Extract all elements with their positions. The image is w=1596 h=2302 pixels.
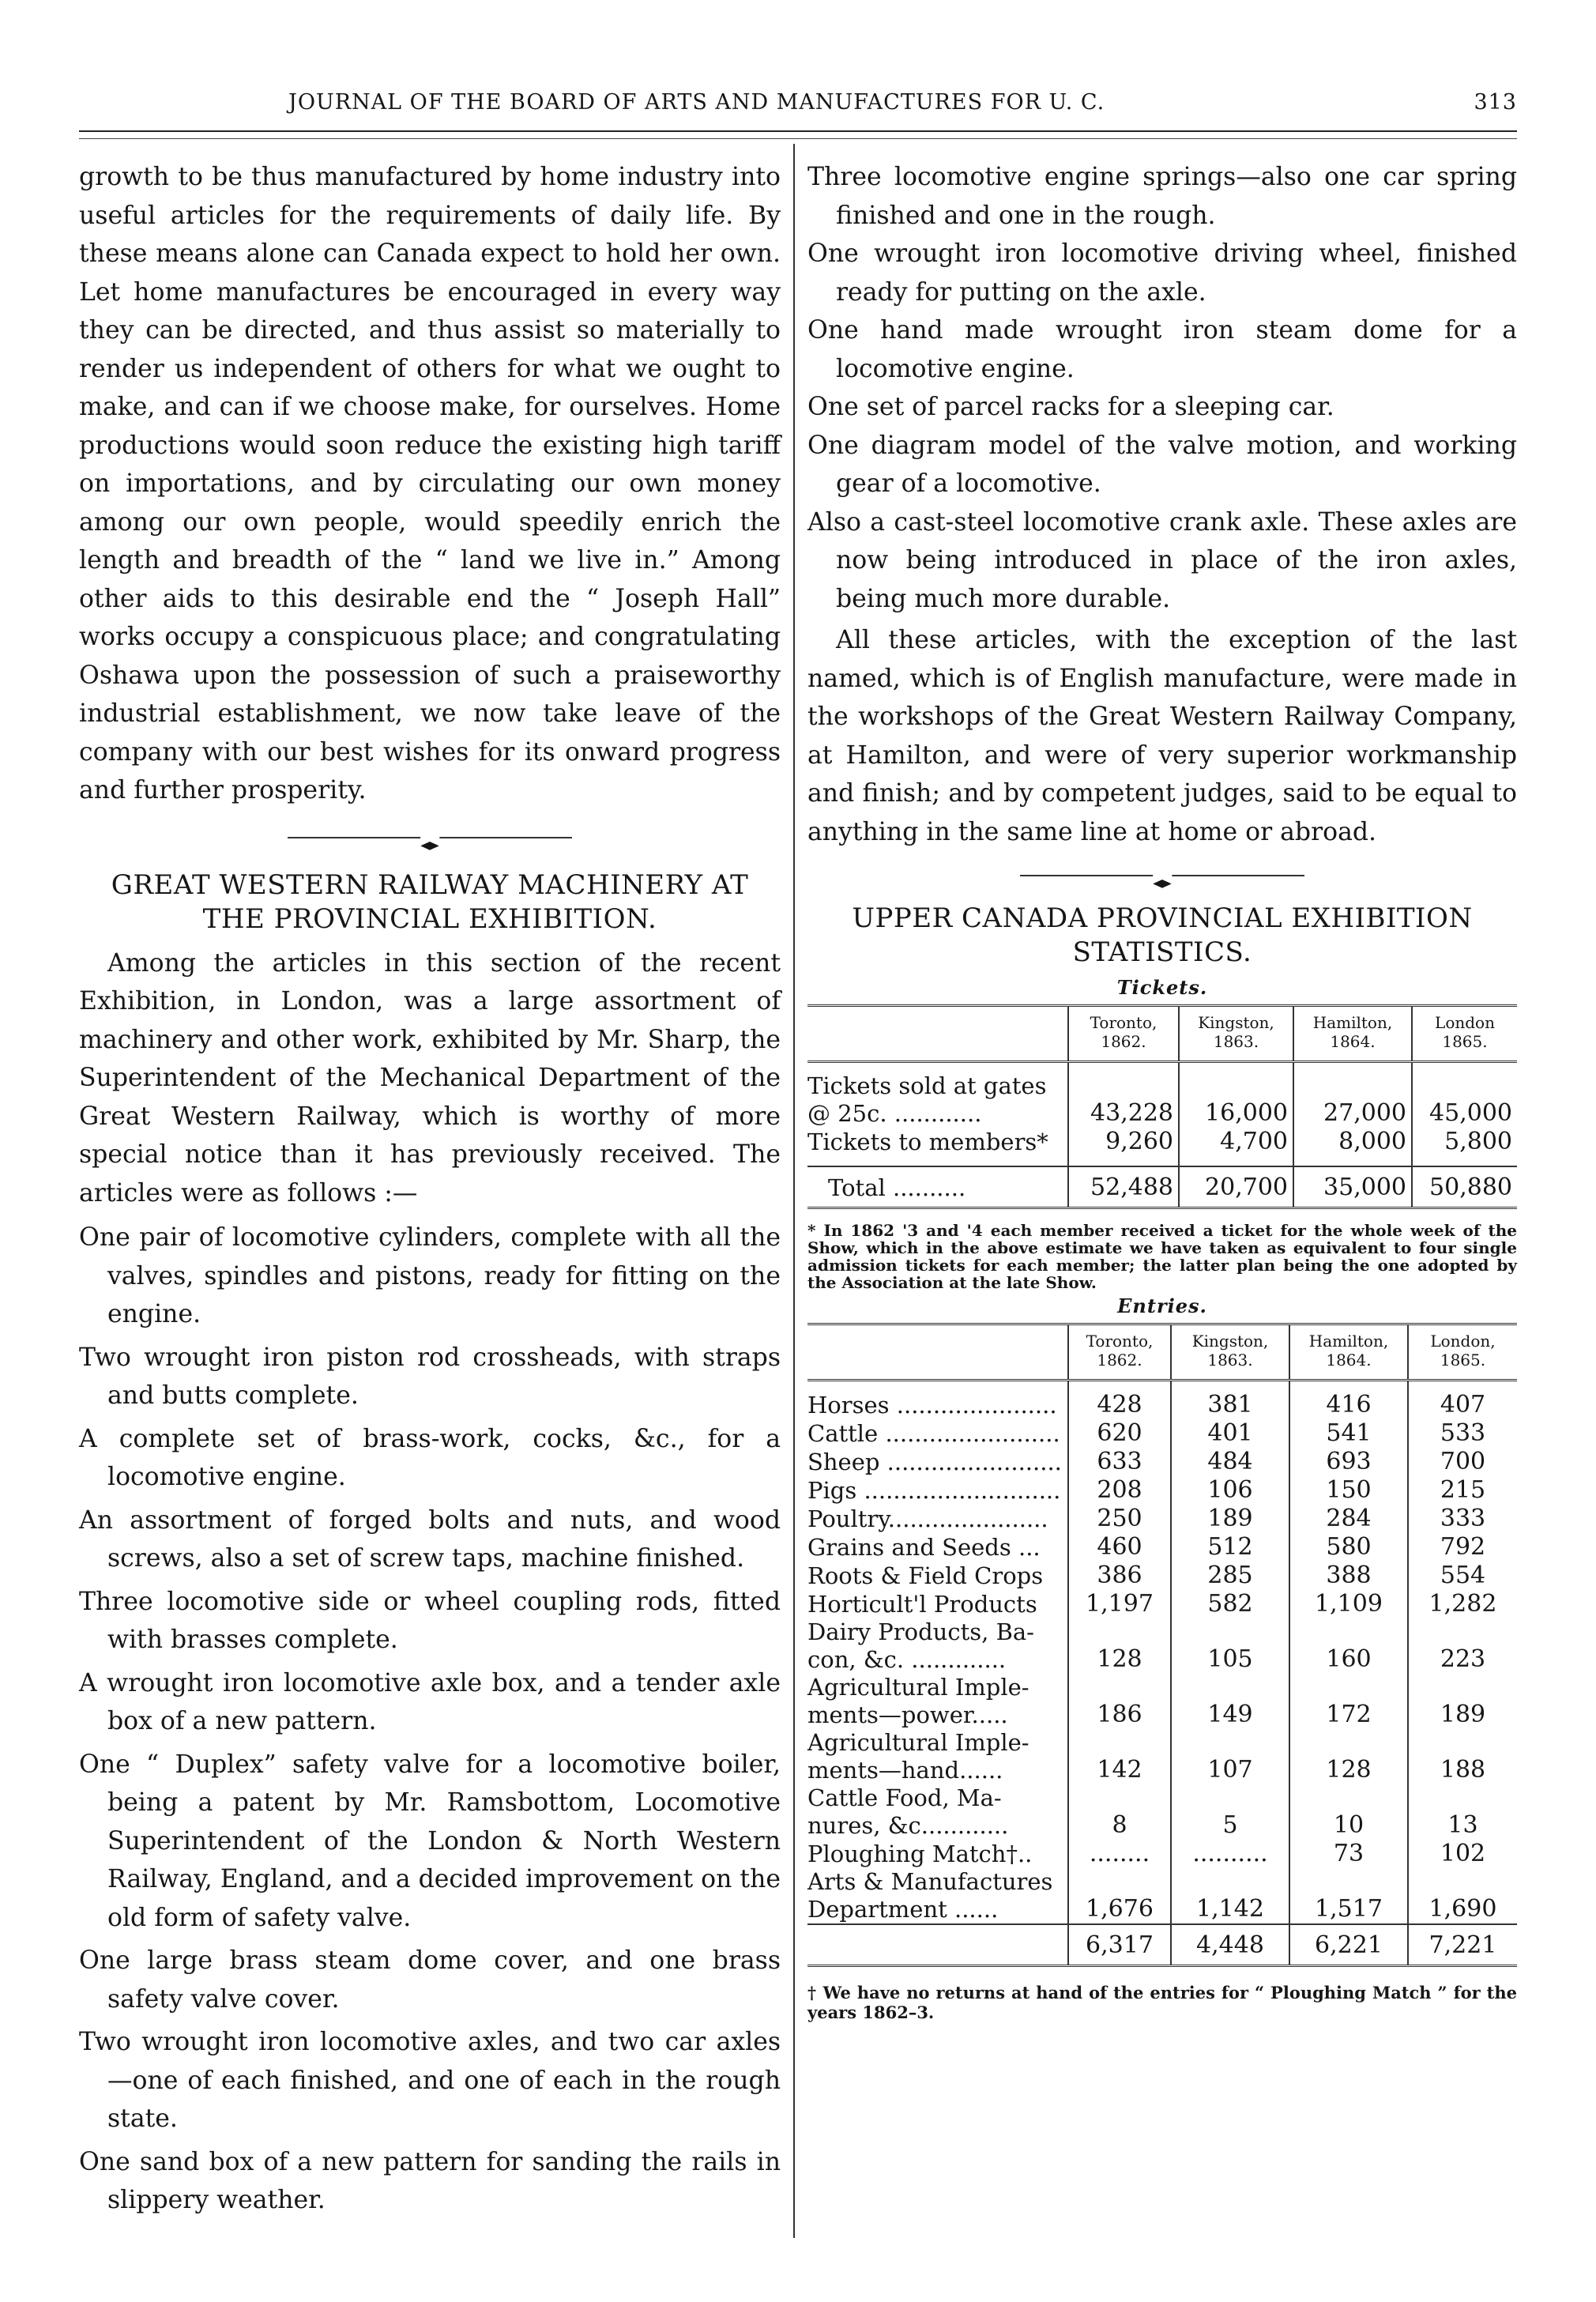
list-item: An assortment of forged bolts and nuts, and wood screws, also a set of screw taps, machine finished. [79,1505,781,1573]
row-label: Horticult'l Products [807,1591,1037,1618]
list-item: One wrought iron locomotive driving wheel, finished ready for putting on the axle. [807,239,1517,307]
row-label: Pigs ........................... [807,1477,1061,1504]
table-cell: 250 [1068,1505,1171,1533]
table-cell: 554 [1408,1562,1517,1590]
column-header: Toronto, 1862. [1068,1007,1179,1062]
table-row [807,1072,1517,1128]
row-label: Agricultural Imple- ments—hand...... [807,1729,1029,1784]
row-label: Ploughing Match†.. [807,1840,1033,1867]
list-item: One hand made wrought iron steam dome for a locomotive engine. [807,316,1517,383]
left-column [79,158,781,2225]
section-separator [288,837,572,838]
table-cell: 407 [1408,1391,1517,1419]
list-item: Also a cast-steel locomotive crank axle. These axles are now being introduced in place of the iron axles, being much more durable. [807,507,1517,613]
total-row [807,1166,1517,1207]
table-cell: 43,228 [1068,1072,1179,1128]
table-cell: 388 [1289,1562,1408,1590]
journal-title: JOURNAL OF THE BOARD OF ARTS AND MANUFACTURES FOR U. C. [288,90,1105,115]
row-label: Tickets to members* [807,1128,1048,1155]
table-cell: 106 [1171,1476,1289,1505]
table-cell: 633 [1068,1448,1171,1476]
section-separator [1020,875,1304,876]
table-cell: 160 [1289,1618,1408,1674]
table-cell: 208 [1068,1476,1171,1505]
table-cell: 10 [1289,1784,1408,1840]
table-cell: 172 [1289,1674,1408,1729]
table-cell: 285 [1171,1562,1289,1590]
table-cell: 142 [1068,1729,1171,1784]
row-label: Cattle ........................ [807,1420,1060,1447]
list-item: One set of parcel racks for a sleeping car. [807,393,1334,421]
table-cell: 6,221 [1289,1924,1408,1965]
row-label: Cattle Food, Ma- nures, &c............ [807,1784,1009,1839]
row-label: Agricultural Imple- ments—power..... [807,1674,1029,1728]
column-header: London 1865. [1412,1007,1517,1062]
section-intro: Among the articles in this section of the recent Exhibition, in London, was a large assortment of machinery and other work, exhibited by Mr. Sharp, the Superintendent of the Mechanical Department of the Great Western Railway, which is worthy of more special notice than it has previously received. The articles were as follows :— [79,948,781,1208]
table-cell: 333 [1408,1505,1517,1533]
column-divider [793,144,795,2238]
table-cell: 52,488 [1068,1166,1179,1207]
list-item: Three locomotive side or wheel coupling rods, fitted with brasses complete. [79,1587,781,1654]
row-label: Total .......... [807,1166,1068,1207]
table-row [807,1618,1517,1674]
table-cell: 541 [1289,1419,1408,1448]
table-row [807,1562,1517,1590]
table-cell: .......... [1171,1840,1289,1868]
row-label: Poultry...................... [807,1505,1048,1532]
list-item: Two wrought iron piston rod crossheads, with straps and butts complete. [79,1343,781,1410]
table-cell: 16,000 [1179,1072,1293,1128]
row-header-blank [807,1007,1068,1062]
table-cell: 416 [1289,1391,1408,1419]
tickets-footnote: * In 1862 '3 and '4 each member received a ticket for the whole week of the Show, which in the above estimate we have taken as equivalent to four single admission tickets for each member; the latter plan being the one adopted by the Association at the late Show. [807,1221,1517,1292]
table-cell: 700 [1408,1448,1517,1476]
table-cell: 582 [1171,1590,1289,1618]
table-cell: 6,317 [1068,1924,1171,1965]
list-item: Three locomotive engine springs—also one car spring finished and one in the rough. [807,163,1517,230]
tickets-header-row [807,1007,1517,1062]
table-cell: 1,282 [1408,1590,1517,1618]
table-cell: 580 [1289,1533,1408,1562]
column-header: Toronto, 1862. [1068,1325,1171,1381]
table-cell: 693 [1289,1448,1408,1476]
table-cell: 484 [1171,1448,1289,1476]
table-cell: ........ [1068,1840,1171,1868]
tickets-table-wrap [807,1004,1517,1207]
section-heading: GREAT WESTERN RAILWAY MACHINERY AT THE PROVINCIAL EXHIBITION. [111,868,749,935]
table-cell: 1,109 [1289,1590,1408,1618]
table-cell: 186 [1068,1674,1171,1729]
table-cell: 428 [1068,1391,1171,1419]
list-item: Two wrought iron locomotive axles, and two car axles—one of each finished, and one of each in the rough state. [79,2028,781,2133]
intro-paragraph: growth to be thus manufactured by home industry into useful articles for the requirements of daily life. By these means alone can Canada expect to hold her own. Let home manufactures be encouraged in every way they can be directed, and thus assist so materially to render us independent of others for what we ought to make, and can if we choose make, for ourselves. Home productions would soon reduce the existing high tariff on importations, and by circulating our own money among our own people, would speedily enrich the length and breadth of the “ land we live in.” Among other aids to this desirable end the “ Joseph Hall” works occupy a conspicuous place; and congratulating Oshawa upon the possession of such a praiseworthy industrial establishment, we now take leave of the company with our best wishes for its onward progress and further prosperity. [79,163,781,804]
entries-table-wrap [807,1323,1517,1965]
row-label: Sheep ........................ [807,1449,1062,1475]
table-cell: 150 [1289,1476,1408,1505]
entries-body [807,1391,1517,1965]
table-cell: 512 [1171,1533,1289,1562]
list-item: One pair of locomotive cylinders, complete with all the valves, spindles and pistons, ready for fitting on the engine. [79,1223,781,1328]
table-cell: 1,142 [1171,1868,1289,1924]
row-label: Roots & Field Crops [807,1562,1044,1589]
table-cell: 105 [1171,1618,1289,1674]
list-item: One large brass steam dome cover, and one brass safety valve cover. [79,1946,781,2014]
table-cell: 792 [1408,1533,1517,1562]
table-cell: 128 [1289,1729,1408,1784]
table-cell: 223 [1408,1618,1517,1674]
list-item: A wrought iron locomotive axle box, and a tender axle box of a new pattern. [79,1668,781,1735]
table-cell: 27,000 [1293,1072,1412,1128]
table-cell: 107 [1171,1729,1289,1784]
table-row [807,1505,1517,1533]
table-row [807,1840,1517,1868]
table-cell: 13 [1408,1784,1517,1840]
total-row [807,1924,1517,1965]
table-cell: 20,700 [1179,1166,1293,1207]
list-item: One “ Duplex” safety valve for a locomotive boiler, being a patent by Mr. Ramsbottom, Locomotive Superintendent of the London & North Western Railway, England, and a decided improvement on the old form of safety valve. [79,1750,781,1932]
running-header [79,85,1517,125]
table-cell: 284 [1289,1505,1408,1533]
table-row [807,1391,1517,1419]
tickets-table [807,1007,1517,1207]
table-cell: 9,260 [1068,1128,1179,1156]
table-cell: 533 [1408,1419,1517,1448]
table-row [807,1419,1517,1448]
table-cell: 50,880 [1412,1166,1517,1207]
row-header-blank [807,1325,1068,1381]
tickets-caption: Tickets. [1116,976,1208,999]
table-row [807,1868,1517,1924]
statistics-heading: UPPER CANADA PROVINCIAL EXHIBITION STATISTICS. [852,902,1473,968]
entries-table [807,1325,1517,1391]
table-row [807,1533,1517,1562]
table-row [807,1448,1517,1476]
column-header: Kingston, 1863. [1171,1325,1289,1381]
table-cell: 188 [1408,1729,1517,1784]
table-cell: 149 [1171,1674,1289,1729]
table-row [807,1784,1517,1840]
row-label: Arts & Manufactures Department ...... [807,1868,1053,1923]
table-cell: 1,676 [1068,1868,1171,1924]
table-cell: 7,221 [1408,1924,1517,1965]
table-cell: 45,000 [1412,1072,1517,1128]
closing-paragraph: All these articles, with the exception of the last named, which is of English manufacture, were made in the workshops of the Great Western Railway Company, at Hamilton, and were of very superior workmanship and finish; and by competent judges, said to be equal to anything in the same line at home or abroad. [807,626,1517,846]
table-row [807,1674,1517,1729]
table-cell: 189 [1171,1505,1289,1533]
header-rule-thin [79,138,1517,139]
table-cell: 401 [1171,1419,1289,1448]
table-cell: 8,000 [1293,1128,1412,1156]
table-cell: 5 [1171,1784,1289,1840]
table-cell: 460 [1068,1533,1171,1562]
table-row [807,1476,1517,1505]
entries-caption: Entries. [1117,1294,1207,1317]
right-column [807,158,1517,2022]
table-row [807,1590,1517,1618]
table-cell: 1,197 [1068,1590,1171,1618]
table-cell: 1,517 [1289,1868,1408,1924]
column-header: Hamilton, 1864. [1289,1325,1408,1381]
table-row [807,1729,1517,1784]
table-cell: 35,000 [1293,1166,1412,1207]
list-item: One diagram model of the valve motion, and working gear of a locomotive. [807,431,1517,498]
table-cell: 73 [1289,1840,1408,1868]
table-cell: 189 [1408,1674,1517,1729]
row-label: Horses ...................... [807,1392,1057,1418]
table-cell: 8 [1068,1784,1171,1840]
table-cell: 4,700 [1179,1128,1293,1156]
table-cell: 620 [1068,1419,1171,1448]
table-cell: 102 [1408,1840,1517,1868]
header-rule [79,130,1517,132]
table-cell: 215 [1408,1476,1517,1505]
page-number: 313 [1474,90,1517,115]
table-cell: 1,690 [1408,1868,1517,1924]
table-cell: 128 [1068,1618,1171,1674]
table-cell: 4,448 [1171,1924,1289,1965]
row-label: Dairy Products, Ba- con, &c. ............. [807,1618,1034,1673]
row-label: Tickets sold at gates @ 25c. ............ [807,1072,1047,1127]
column-header: Hamilton, 1864. [1293,1007,1412,1062]
table-cell: 5,800 [1412,1128,1517,1156]
table-row [807,1128,1517,1156]
list-item: One sand box of a new pattern for sanding the rails in slippery weather. [79,2147,781,2214]
column-header: London, 1865. [1408,1325,1517,1381]
row-label: Grains and Seeds ... [807,1534,1041,1561]
table-cell: 386 [1068,1562,1171,1590]
table-cell: 381 [1171,1391,1289,1419]
column-header: Kingston, 1863. [1179,1007,1293,1062]
row-label-blank [807,1924,1068,1965]
list-item: A complete set of brass-work, cocks, &c., for a locomotive engine. [79,1424,781,1491]
entries-footnote: † We have no returns at hand of the entries for “ Ploughing Match ” for the years 1862–3. [807,1983,1517,2022]
entries-header-row [807,1325,1517,1381]
